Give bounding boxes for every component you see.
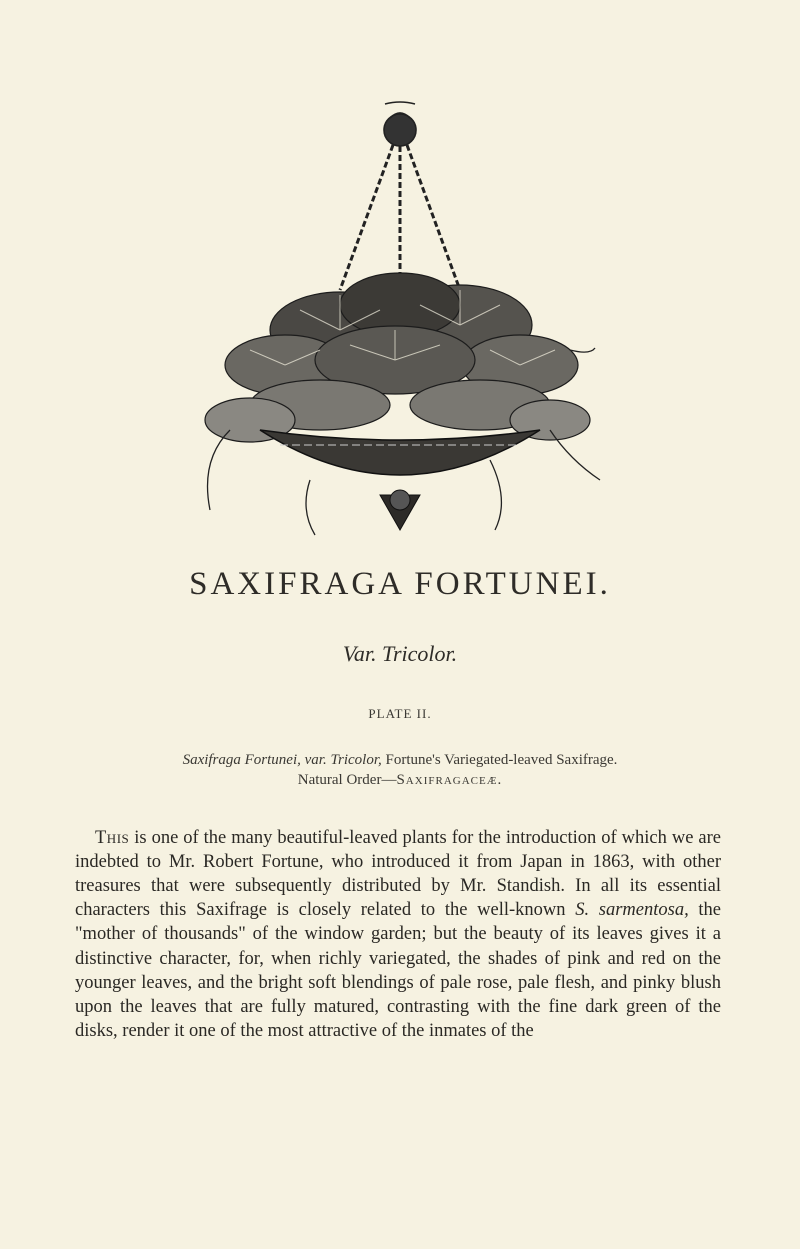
body-part-1: is one of the many beautiful-leaved plants for the introduction of which we are indebted to Mr. Robert Fortune, who introduced it from Japan in 1863, with other treasures that were subsequently distributed by Mr. Standish. In all its essential characters this Saxifrage is closely related to the well-known bbox=[75, 827, 721, 921]
plate-number: PLATE II. bbox=[368, 706, 432, 721]
order-prefix: Natural Order— bbox=[297, 772, 397, 788]
order-name: Saxifragaceæ. bbox=[396, 772, 503, 788]
natural-order-caption bbox=[0, 772, 800, 789]
plate-title: SAXIFRAGA FORTUNEI. bbox=[189, 566, 611, 602]
common-name: Fortune's Variegated-leaved Saxifrage. bbox=[381, 752, 618, 768]
body-paragraph bbox=[75, 826, 721, 1044]
lead-word: This bbox=[95, 827, 130, 848]
species-name: Saxifraga Fortunei, var. Tricolor, bbox=[182, 752, 382, 768]
variety-subtitle: Var. Tricolor. bbox=[342, 641, 458, 666]
italic-reference: S. sarmentosa, bbox=[575, 900, 689, 921]
species-caption bbox=[0, 752, 800, 769]
hanging-basket-engraving bbox=[190, 100, 610, 540]
body-part-2: the "mother of thousands" of the window garden; but the beauty of its leaves gives it a distinctive character, for, when richly variegated, the shades of pink and red on the younger leaves, and the bright soft blendings of pale rose, pale flesh, and pinky blush upon the leaves that are fully matured, contrasting with the fine dark green of the disks, render it one of the most attractive of the inmates of the bbox=[75, 900, 721, 1042]
